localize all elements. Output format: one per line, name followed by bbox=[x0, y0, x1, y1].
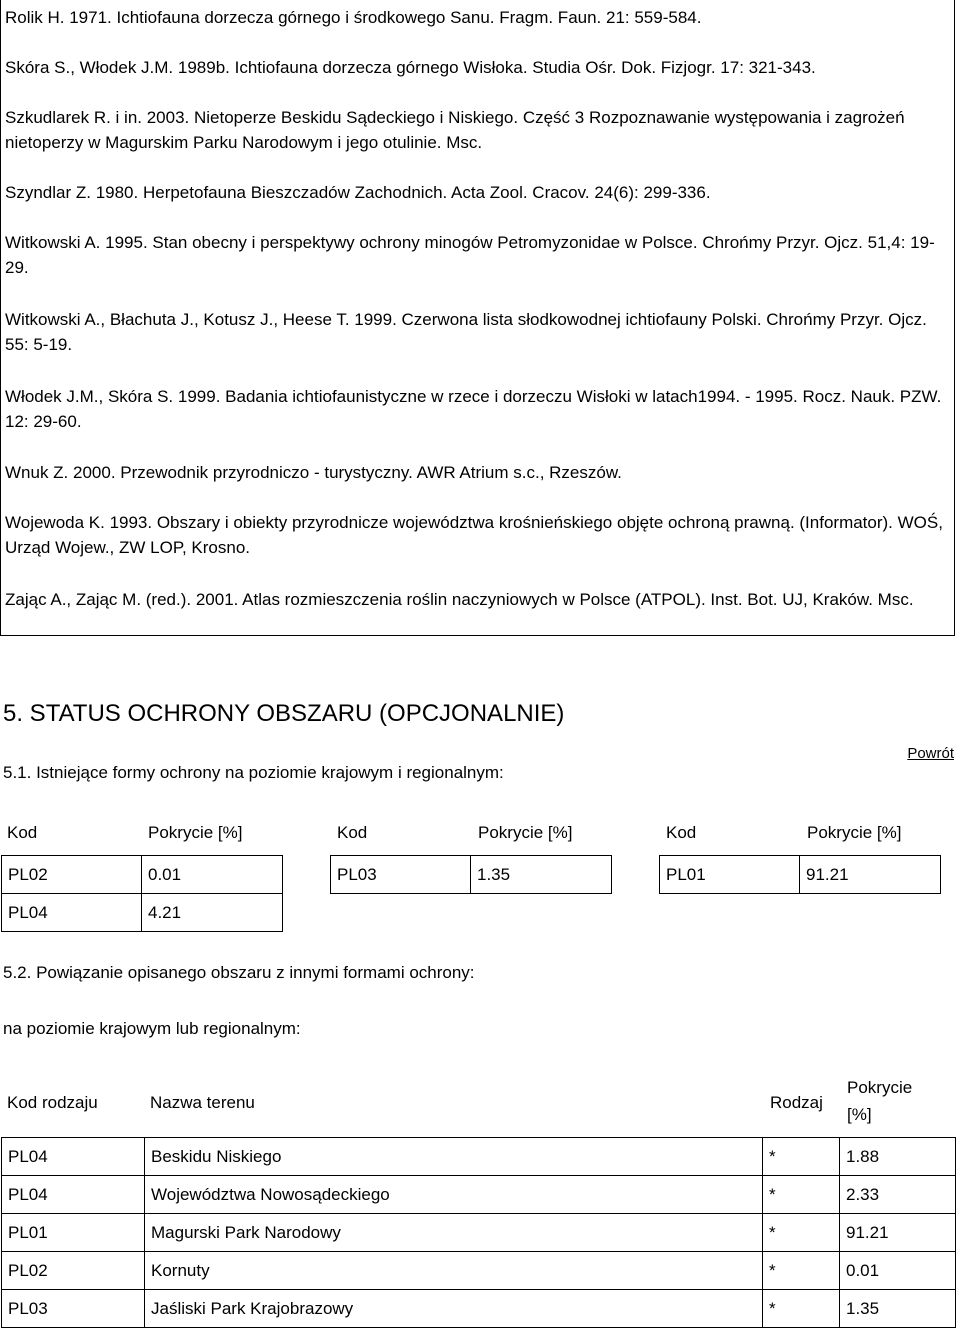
section-title: 5. STATUS OCHRONY OBSZARU (OPCJONALNIE) bbox=[3, 700, 565, 727]
table-row bbox=[331, 856, 612, 894]
table-row bbox=[2, 1138, 956, 1176]
table-row bbox=[2, 856, 283, 894]
reference-item: Szkudlarek R. i in. 2003. Nietoperze Beskidu Sądeckiego i Niskiego. Część 3 Rozpoznawanie występowania i zagrożeń nietoperzy w Magurskim Parku Narodowym i jego otulinie. Msc. bbox=[5, 108, 905, 152]
code-cell: PL01 bbox=[660, 856, 800, 894]
table-row bbox=[2, 1290, 956, 1328]
table-row bbox=[2, 1252, 956, 1290]
subsection-title: 5.2. Powiązanie opisanego obszaru z innymi formami ochrony: bbox=[3, 963, 475, 982]
protection-table bbox=[1, 855, 283, 932]
column-header-nazwa: Nazwa terenu bbox=[150, 1093, 255, 1112]
code-cell: PL03 bbox=[2, 1290, 145, 1328]
coverage-cell: 1.35 bbox=[840, 1290, 956, 1328]
coverage-cell: 1.88 bbox=[840, 1138, 956, 1176]
table-row bbox=[660, 856, 941, 894]
reference-item: Witkowski A. 1995. Stan obecny i perspektywy ochrony minogów Petromyzonidae w Polsce. Chrońmy Przyr. Ojcz. 51,4: 19-29. bbox=[5, 233, 935, 277]
column-header-rodzaj: Rodzaj bbox=[770, 1093, 823, 1112]
reference-item: Wojewoda K. 1993. Obszary i obiekty przyrodnicze województwa krośnieńskiego objęte ochroną prawną. (Informator). WOŚ, Urząd Wojew., ZW LOP, Krosno. bbox=[5, 513, 943, 557]
reference-item: Szyndlar Z. 1980. Herpetofauna Bieszczadów Zachodnich. Acta Zool. Cracov. 24(6): 299-336. bbox=[5, 183, 711, 202]
code-cell: PL01 bbox=[2, 1214, 145, 1252]
table-row bbox=[2, 1176, 956, 1214]
name-cell: Województwa Nowosądeckiego bbox=[145, 1176, 763, 1214]
coverage-cell: 4.21 bbox=[142, 894, 283, 932]
reference-item: Zając A., Zając M. (red.). 2001. Atlas rozmieszczenia roślin naczyniowych w Polsce (ATPOL). Inst. Bot. UJ, Kraków. Msc. bbox=[5, 590, 914, 609]
column-header-kod: Kod bbox=[666, 823, 697, 842]
column-header-kod: Kod bbox=[7, 823, 38, 842]
column-header-pokrycie: Pokrycie [%] bbox=[148, 823, 243, 842]
protection-table bbox=[659, 855, 941, 894]
type-cell: * bbox=[763, 1176, 840, 1214]
back-link[interactable]: Powrót bbox=[907, 745, 954, 762]
column-header-kod-rodzaju: Kod rodzaju bbox=[7, 1093, 98, 1112]
associations-table bbox=[1, 1137, 956, 1328]
table-row bbox=[2, 894, 283, 932]
type-cell: * bbox=[763, 1138, 840, 1176]
column-header-pokrycie-unit: [%] bbox=[847, 1105, 872, 1124]
coverage-cell: 91.21 bbox=[840, 1214, 956, 1252]
reference-item: Wnuk Z. 2000. Przewodnik przyrodniczo - turystyczny. AWR Atrium s.c., Rzeszów. bbox=[5, 463, 622, 482]
name-cell: Magurski Park Narodowy bbox=[145, 1214, 763, 1252]
protection-table bbox=[330, 855, 612, 894]
code-cell: PL02 bbox=[2, 856, 142, 894]
coverage-cell: 0.01 bbox=[840, 1252, 956, 1290]
reference-item: Rolik H. 1971. Ichtiofauna dorzecza górnego i środkowego Sanu. Fragm. Faun. 21: 559-584. bbox=[5, 8, 702, 27]
column-header-kod: Kod bbox=[337, 823, 368, 842]
code-cell: PL04 bbox=[2, 1176, 145, 1214]
column-header-pokrycie: Pokrycie [%] bbox=[478, 823, 573, 842]
coverage-cell: 0.01 bbox=[142, 856, 283, 894]
subsection-title: 5.1. Istniejące formy ochrony na poziomie krajowym i regionalnym: bbox=[3, 763, 504, 782]
name-cell: Beskidu Niskiego bbox=[145, 1138, 763, 1176]
subsection-subtitle: na poziomie krajowym lub regionalnym: bbox=[3, 1019, 301, 1038]
column-header-pokrycie: Pokrycie bbox=[847, 1078, 913, 1097]
table-row bbox=[2, 1214, 956, 1252]
coverage-cell: 1.35 bbox=[471, 856, 612, 894]
reference-item: Skóra S., Włodek J.M. 1989b. Ichtiofauna dorzecza górnego Wisłoka. Studia Ośr. Dok. Fizjogr. 17: 321-343. bbox=[5, 58, 816, 77]
reference-item: Witkowski A., Błachuta J., Kotusz J., Heese T. 1999. Czerwona lista słodkowodnej ichtiofauny Polski. Chrońmy Przyr. Ojcz. 55: 5-19. bbox=[5, 310, 927, 354]
column-header-pokrycie: Pokrycie [%] bbox=[807, 823, 902, 842]
type-cell: * bbox=[763, 1214, 840, 1252]
code-cell: PL02 bbox=[2, 1252, 145, 1290]
type-cell: * bbox=[763, 1252, 840, 1290]
code-cell: PL04 bbox=[2, 894, 142, 932]
reference-item: Włodek J.M., Skóra S. 1999. Badania ichtiofaunistyczne w rzece i dorzeczu Wisłoki w latach1994. - 1995. Rocz. Nauk. PZW. 12: 29-60. bbox=[5, 387, 942, 431]
type-cell: * bbox=[763, 1290, 840, 1328]
coverage-cell: 91.21 bbox=[800, 856, 941, 894]
code-cell: PL03 bbox=[331, 856, 471, 894]
code-cell: PL04 bbox=[2, 1138, 145, 1176]
coverage-cell: 2.33 bbox=[840, 1176, 956, 1214]
name-cell: Kornuty bbox=[145, 1252, 763, 1290]
name-cell: Jaśliski Park Krajobrazowy bbox=[145, 1290, 763, 1328]
